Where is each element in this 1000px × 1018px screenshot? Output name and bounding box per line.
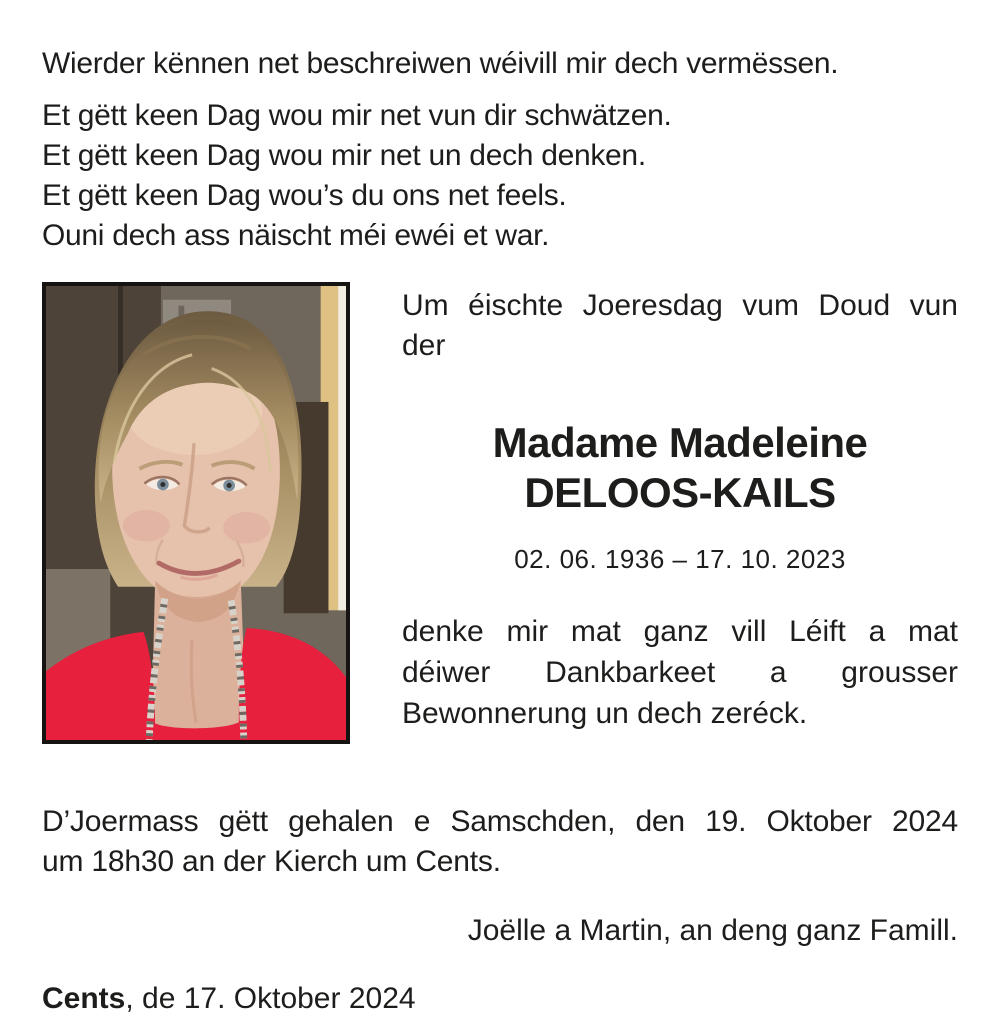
dateline-place: Cents bbox=[42, 982, 126, 1015]
tribute-line-2: déiwer Dankbarkeet a grousser bbox=[402, 656, 958, 689]
birth-death-dates: 02. 06. 1936 – 17. 10. 2023 bbox=[514, 544, 846, 574]
verse-line-5: Ouni dech ass näischt méi ewéi et war. bbox=[42, 219, 550, 252]
portrait-photo-frame bbox=[42, 282, 350, 744]
verse-line-3: Et gëtt keen Dag wou mir net un dech denken. bbox=[42, 139, 646, 172]
portrait-photo bbox=[46, 286, 346, 740]
service-line-1: D’Joermass gëtt gehalen e Samschden, den 19. Oktober 2024 bbox=[42, 805, 958, 838]
service-announcement bbox=[42, 802, 958, 882]
tribute-line-3: Bewonnerung un dech zeréck. bbox=[402, 697, 808, 730]
deceased-name-line-1: Madame Madeleine bbox=[492, 419, 868, 466]
memorial-verse bbox=[42, 44, 958, 256]
intro-line-2: der bbox=[402, 329, 446, 362]
dateline bbox=[42, 980, 958, 1018]
announcement-column bbox=[350, 282, 958, 764]
intro-line-1: Um éischte Joeresdag vum Doud vun bbox=[402, 289, 958, 322]
tribute-text bbox=[402, 611, 958, 734]
announcement-intro bbox=[402, 286, 958, 366]
dateline-date: , de 17. Oktober 2024 bbox=[125, 982, 416, 1015]
verse-line-4: Et gëtt keen Dag wou’s du ons net feels. bbox=[42, 179, 567, 212]
verse-line-2: Et gëtt keen Dag wou mir net vun dir schwätzen. bbox=[42, 99, 672, 132]
deceased-name bbox=[402, 418, 958, 518]
service-line-2: um 18h30 an der Kierch um Cents. bbox=[42, 845, 501, 878]
family-signature: Joëlle a Martin, an deng ganz Famill. bbox=[467, 914, 958, 947]
tribute-line-1: denke mir mat ganz vill Léift a mat bbox=[402, 615, 958, 648]
main-section bbox=[42, 282, 958, 764]
verse-line-1: Wierder kënnen net beschreiwen wéivill mir dech vermëssen. bbox=[42, 47, 839, 80]
deceased-name-line-2: DELOOS-KAILS bbox=[524, 469, 836, 516]
